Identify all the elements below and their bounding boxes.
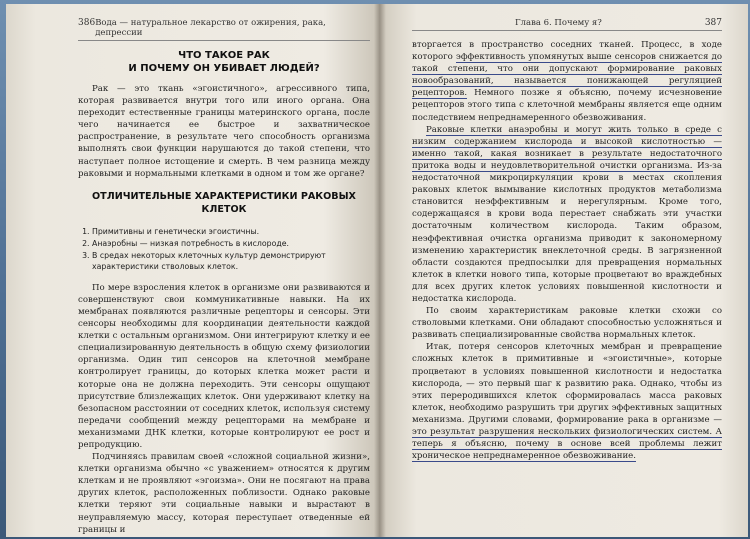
right-paragraph-2: [412, 124, 722, 305]
left-running-head: [78, 18, 370, 41]
left-page-number: 386: [78, 18, 96, 28]
right-paragraph-1: [412, 39, 722, 124]
right-page: [380, 4, 748, 537]
left-paragraph-3: Подчиняясь правилам своей «сложной социальной жизни», клетки организма обычно «с уважением» относятся к другим клеткам и не проявляют «эгоизма». Они не посягают на права других клеток, расположенных поблизости. Однако раковые клетки теряют эти социальные навыки и вырастают в неуправляемую массу, которая переступает отведенные ей границы и: [78, 452, 370, 535]
characteristics-list: [78, 226, 370, 272]
list-item: 3. В средах некоторых клеточных культур демонстрируют характеристики стволовых клеток.: [92, 250, 370, 272]
right-running-head: [412, 18, 722, 31]
list-item: 2. Анаэробны — низкая потребность в кислороде.: [92, 238, 370, 249]
right-running-title: Глава 6. Почему я?: [514, 18, 602, 28]
text-run: Из-за недостаточной микроциркуляции крови в местах скопления раковых клеток вымывание кислотных продуктов метаболизма становится неэффективным и нерегулярным. Кроме того, содержащаяся в крови вода перестает снабжать эти участки достаточным количеством кислорода. Таким образом, неэффективная очистка организма приводит к закономерному изменению характеристик внеклеточной среды. В загрязненной области создаются предпосылки для превращения нормальных клеток в клетки нового типа, которые процветают во враждебных для всех других клеток условиях повышенной кислотности и недостатка кислорода.: [412, 160, 722, 304]
book-gutter: [374, 4, 386, 537]
right-paragraph-4: [412, 341, 722, 462]
section-title-line2: И ПОЧЕМУ ОН УБИВАЕТ ЛЮДЕЙ?: [128, 63, 320, 74]
right-page-number: 387: [704, 18, 723, 28]
text-run: вторгается в пространство соседних тканей. Процесс, в ходе которого: [412, 40, 722, 63]
underlined-text: эффективность упомянутых выше сенсоров снижается до такой степени, что они допускают формирование раковых новообразований, называется понижающей регуляцией рецепторов.: [412, 52, 723, 99]
left-running-title: Вода — натуральное лекарство от ожирения, рака, депрессии: [95, 18, 326, 38]
right-paragraph-3: По своим характеристикам раковые клетки схожи со стволовыми клетками. Они обладают способностью усложняться и развивать специализированные свойства нормальных клеток.: [412, 306, 722, 341]
section-title: [78, 49, 370, 75]
section-title-line1: ЧТО ТАКОЕ РАК: [178, 50, 270, 61]
left-paragraph-1: Рак — это ткань «эгоистичного», агрессивного типа, которая развивается внутри того или иного органа. Она переходит естественные границы материнского органа, после чего начинается ее быстрое и захватническое распространение, в результате чего способность организма выполнять свои функции нарушаются до такой степени, что наступает полное истощение и смерть. В чем разница между раковыми и нормальными клетками в одном и том же органе?: [78, 84, 370, 179]
subsection-title: ОТЛИЧИТЕЛЬНЫЕ ХАРАКТЕРИСТИКИ РАКОВЫХ КЛЕТОК: [92, 190, 356, 215]
list-item: 1. Примитивны и генетически эгоистичны.: [92, 226, 370, 237]
underlined-text: это результат разрушения нескольких физиологических систем. А теперь я объясню, почему в основе всей проблемы лежит хроническое непреднамеренное обезвоживание.: [412, 427, 722, 462]
text-run: Немного позже я объясню, почему исчезновение рецепторов этого типа с клеточной мембраны является еще одним последствием непреднамеренного обезвоживания.: [412, 88, 722, 123]
left-page: [6, 4, 380, 537]
left-paragraph-2: По мере взросления клеток в организме они развиваются и совершенствуют свои коммуникативные навыки. На их мембранах появляются различные рецепторы и сенсоры. Эти сенсоры необходимы для координации деятельности каждой клетки с остальным организмом. Они интегрируют клетку и ее специализированную деятельность в общую схему физиологии организма. Один тип сенсоров на клеточной мембране контролирует границы, до которых клетка может расти и которые она не должна переходить. Эти сенсоры ощущают присутствие близлежащих клеток. Они удерживают клетку на безопасном расстоянии от соседних клеток, используя систему передачи сообщений между рецепторами на мембране и механизмами ДНК клетки, которые контролируют ее рост и репродукцию.: [78, 282, 370, 450]
text-run: Итак, потеря сенсоров клеточных мембран и превращение сложных клеток в примитивные и «эгоистичные», которые процветают в условиях повышенной кислотности и недостатка кислорода, — это первый шаг к развитию рака. Однако, чтобы из этих переродившихся клеток сформировалась масса раковых клеток, необходимо разрушить три других эффективных защитных механизма. Другими словами, формирование рака в организме —: [412, 342, 722, 425]
open-book: [6, 4, 748, 537]
underlined-text: Раковые клетки анаэробны и могут жить только в среде с низким содержанием кислорода и высокой кислотностью — именно такой, какая возникает в результате недостаточного притока воды и неудовлетворительной очистки организма.: [412, 124, 722, 171]
